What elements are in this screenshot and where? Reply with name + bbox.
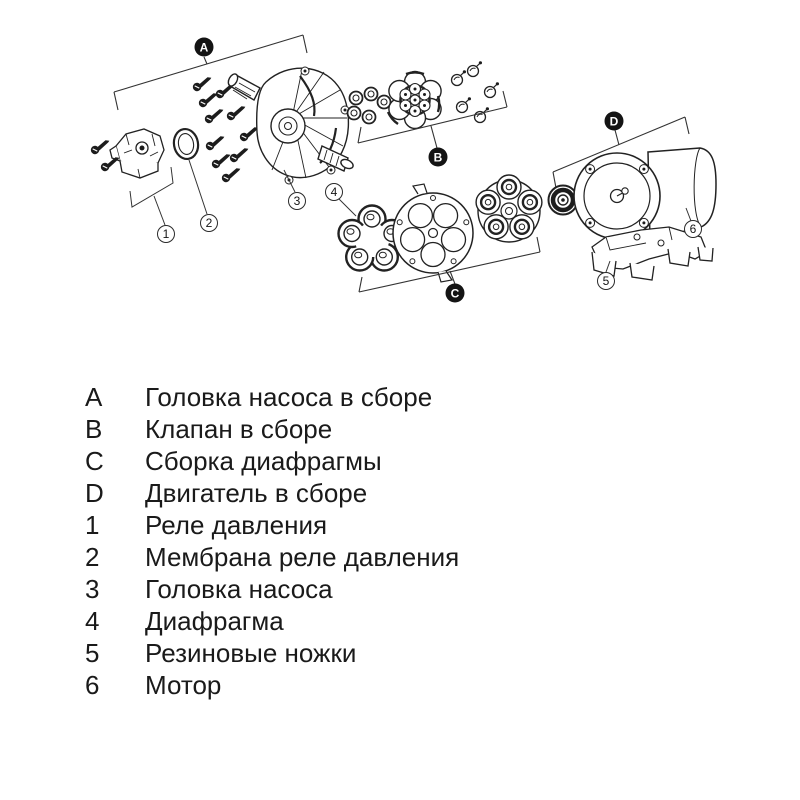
callout-1: 1 [157,225,175,243]
diagram-line-art [0,0,800,360]
callout-b: B [429,148,448,167]
legend-key: 6 [85,670,100,700]
callout-5: 5 [597,272,615,290]
legend-label: Головка насоса [145,574,333,604]
legend-key: 2 [85,542,100,572]
callout-a: A [195,38,214,57]
legend-key: C [85,446,104,476]
pressure-switch-drawing [110,129,164,178]
bearing-drawing [549,186,578,215]
legend-label: Сборка диафрагмы [145,446,382,476]
piston-assembly-drawing [476,175,542,242]
legend-row-4 [85,605,735,637]
valve-orings-drawing [348,88,391,124]
leader-4 [339,199,356,216]
callout-d: D [605,112,624,131]
legend-row-b [85,413,735,445]
legend-label: Головка насоса в сборе [145,382,433,412]
legend-row-c [85,445,735,477]
legend-label: Двигатель в сборе [145,478,368,508]
legend-row-d [85,477,735,509]
legend-row-3 [85,573,735,605]
valve-body-drawing [388,72,441,129]
legend-row-2 [85,541,735,573]
exploded-parts-diagram [0,0,800,360]
legend-key: 5 [85,638,100,668]
legend-row-6 [85,669,735,701]
callout-3: 3 [288,192,306,210]
legend-key: 1 [85,510,100,540]
pump-head-drawing [226,67,354,184]
switch-membrane-drawing [172,127,201,161]
umbrella-valves-drawing [452,61,500,122]
legend-label: Реле давления [145,510,328,540]
legend-label: Клапан в сборе [145,414,333,444]
legend-key: A [85,382,103,412]
legend-label: Мотор [145,670,222,700]
leader-2 [189,160,207,214]
legend-label: Мембрана реле давления [145,542,460,572]
legend-key: 4 [85,606,100,636]
legend-label: Диафрагма [145,606,284,636]
valve-plate-drawing [393,184,473,282]
legend-key: B [85,414,103,444]
legend-key: 3 [85,574,100,604]
callout-c: C [446,284,465,303]
legend-row-1 [85,509,735,541]
legend-label: Резиновые ножки [145,638,357,668]
callout-4: 4 [325,183,343,201]
callout-6: 6 [684,220,702,238]
callout-2: 2 [200,214,218,232]
legend-row-5 [85,637,735,669]
legend-row-a [85,381,735,413]
parts-legend [85,381,735,701]
legend-key: D [85,478,104,508]
